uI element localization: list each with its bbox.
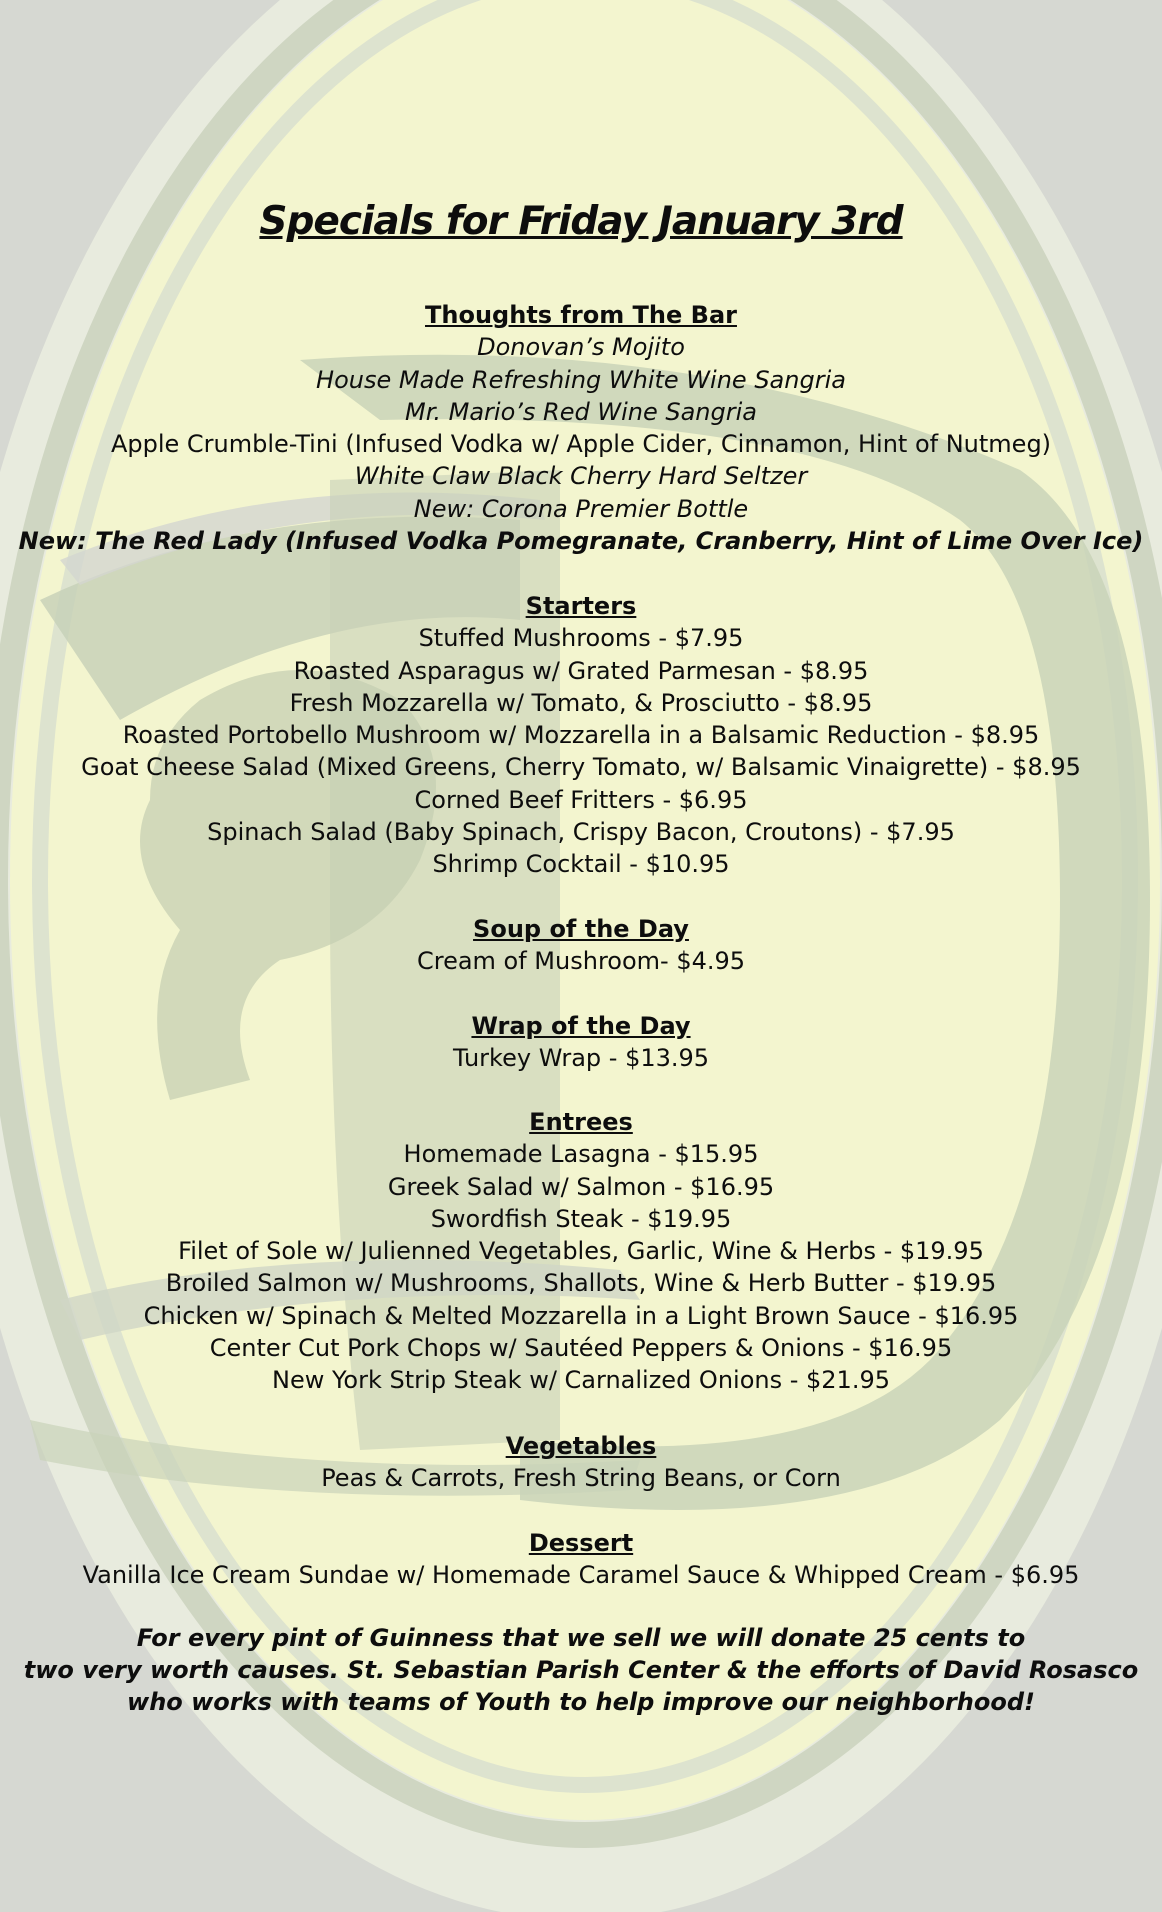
entree-item: Chicken w/ Spinach & Melted Mozzarella in a Light Brown Sauce - $16.95 — [143, 1301, 1019, 1330]
dessert-section — [0, 1527, 1162, 1592]
starter-item: Roasted Asparagus w/ Grated Parmesan - $8.95 — [293, 656, 869, 685]
entree-item: Greek Salad w/ Salmon - $16.95 — [387, 1172, 775, 1201]
entree-item: Broiled Salmon w/ Mushrooms, Shallots, Wine & Herb Butter - $19.95 — [165, 1269, 997, 1298]
entrees-list — [0, 1138, 1162, 1396]
bar-item: New: Corona Premier Bottle — [413, 494, 749, 523]
starter-item: Stuffed Mushrooms - $7.95 — [418, 624, 744, 653]
wrap-heading: Wrap of the Day — [471, 1012, 691, 1040]
vegetables-list — [0, 1462, 1162, 1494]
starter-item: Roasted Portobello Mushroom w/ Mozzarella in a Balsamic Reduction - $8.95 — [122, 721, 1040, 750]
bar-item: New: The Red Lady (Infused Vodka Pomegranate, Cranberry, Hint of Lime Over Ice) — [18, 527, 1144, 556]
starter-item: Fresh Mozzarella w/ Tomato, & Prosciutto - $8.95 — [289, 688, 873, 717]
bar-section — [0, 299, 1162, 557]
soup-heading: Soup of the Day — [473, 915, 689, 943]
dessert-item: Vanilla Ice Cream Sundae w/ Homemade Caramel Sauce & Whipped Cream - $6.95 — [82, 1561, 1080, 1590]
wrap-list — [0, 1042, 1162, 1074]
entree-item: Center Cut Pork Chops w/ Sautéed Peppers & Onions - $16.95 — [209, 1334, 953, 1363]
vegetable-item: Peas & Carrots, Fresh String Beans, or Corn — [321, 1464, 841, 1493]
bar-item: Mr. Mario’s Red Wine Sangria — [405, 397, 757, 426]
bar-item: Donovan’s Mojito — [477, 333, 685, 362]
footer-line: two very worth causes. St. Sebastian Parish Center & the efforts of David Rosasco — [23, 1656, 1139, 1684]
starter-item: Corned Beef Fritters - $6.95 — [414, 785, 748, 814]
dessert-list — [0, 1559, 1162, 1591]
entrees-section — [0, 1106, 1162, 1397]
vegetables-section — [0, 1430, 1162, 1495]
dessert-heading: Dessert — [528, 1529, 634, 1557]
soup-item: Cream of Mushroom- $4.95 — [416, 947, 746, 976]
wrap-section — [0, 1010, 1162, 1075]
starter-item: Spinach Salad (Baby Spinach, Crispy Bacon, Croutons) - $7.95 — [207, 818, 955, 847]
entrees-heading: Entrees — [529, 1108, 633, 1136]
soup-section — [0, 913, 1162, 978]
footer-line: For every pint of Guinness that we sell we will donate 25 cents to — [136, 1624, 1026, 1652]
starter-item: Goat Cheese Salad (Mixed Greens, Cherry Tomato, w/ Balsamic Vinaigrette) - $8.95 — [81, 753, 1081, 782]
menu-title: Specials for Friday January 3rd — [259, 199, 903, 244]
footer-line: who works with teams of Youth to help improve our neighborhood! — [127, 1688, 1035, 1716]
starters-heading: Starters — [525, 592, 637, 620]
starter-item: Shrimp Cocktail - $10.95 — [432, 850, 730, 879]
wrap-item: Turkey Wrap - $13.95 — [452, 1044, 710, 1073]
entree-item: Homemade Lasagna - $15.95 — [403, 1140, 759, 1169]
bar-item: Apple Crumble-Tini (Infused Vodka w/ Apple Cider, Cinnamon, Hint of Nutmeg) — [110, 430, 1052, 459]
entree-item: Filet of Sole w/ Julienned Vegetables, Garlic, Wine & Herbs - $19.95 — [178, 1237, 984, 1266]
entree-item: New York Strip Steak w/ Carnalized Onions - $21.95 — [271, 1366, 890, 1395]
soup-list — [0, 945, 1162, 977]
starters-list — [0, 622, 1162, 880]
bar-item: House Made Refreshing White Wine Sangria — [316, 365, 846, 394]
starters-section — [0, 590, 1162, 881]
bar-list — [0, 331, 1162, 557]
bar-heading: Thoughts from The Bar — [425, 301, 737, 329]
vegetables-heading: Vegetables — [505, 1432, 657, 1460]
guinness-donation-note — [0, 1622, 1162, 1718]
bar-item: White Claw Black Cherry Hard Seltzer — [354, 462, 808, 491]
entree-item: Swordfish Steak - $19.95 — [430, 1204, 732, 1233]
